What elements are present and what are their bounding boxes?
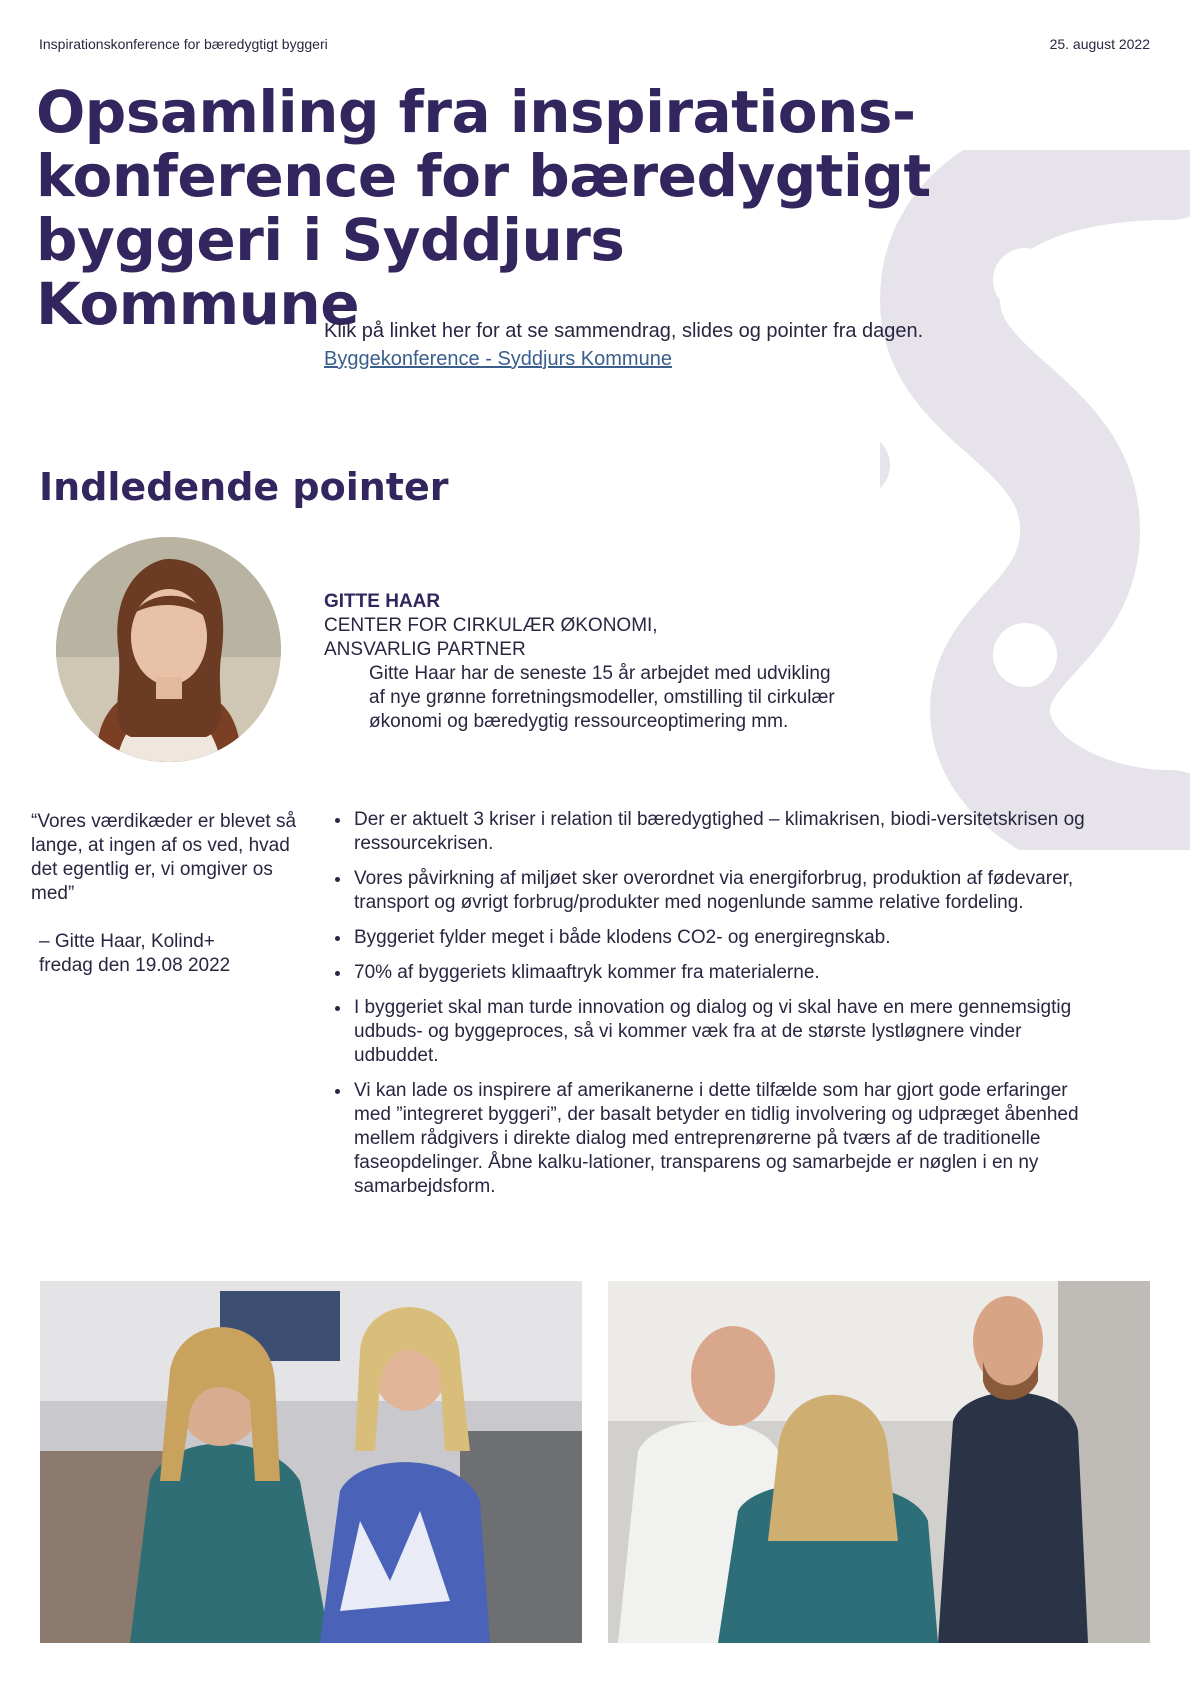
list-item: • Der er aktuelt 3 kriser i relation til bæredygtighed – klimakrisen, biodi-versitetskrisen og ressourcekrisen. bbox=[352, 808, 1092, 856]
speaker-role: ANSVARLIG PARTNER bbox=[324, 639, 526, 660]
header-date: 25. august 2022 bbox=[1049, 36, 1150, 52]
title-line-2: konference for bæredygtigt bbox=[36, 142, 931, 210]
page-title bbox=[36, 80, 936, 336]
conference-photo-1 bbox=[40, 1281, 582, 1643]
list-item: • Byggeriet fylder meget i både klodens CO2- og energiregnskab. bbox=[352, 926, 1092, 950]
list-item: • Vores påvirkning af miljøet sker overordnet via energiforbrug, produktion af fødevarer, transport og øvrigt forbrug/produkter med nogenlunde samme relative fordeling. bbox=[352, 867, 1092, 915]
intro-block bbox=[324, 317, 1024, 373]
header-conference-name: Inspirationskonference for bæredygtigt byggeri bbox=[39, 36, 328, 52]
speaker-bio: Gitte Haar har de seneste 15 år arbejdet med udvikling af nye grønne forretningsmodeller, omstilling til cirkulær økonomi og bæredygtig ressourceoptimering mm. bbox=[369, 663, 835, 732]
portrait-photo-icon bbox=[56, 537, 281, 762]
speaker-portrait bbox=[56, 537, 281, 762]
intro-text: Klik på linket her for at se sammendrag, slides og pointer fra dagen. bbox=[324, 320, 924, 342]
list-item: • I byggeriet skal man turde innovation og dialog og vi skal have en mere gennemsigtig udbuds- og byggeproces, så vi kommer væk fra at de største lystløgnere vinder udbuddet. bbox=[352, 996, 1092, 1068]
section-title: Indledende pointer bbox=[39, 465, 449, 509]
list-item: • 70% af byggeriets klimaaftryk kommer fra materialerne. bbox=[352, 961, 1092, 985]
quote-text: “Vores værdikæder er blevet så lange, at ingen af os ved, hvad det egentlig er, vi omgiver os med” bbox=[31, 811, 297, 904]
list-item: • Vi kan lade os inspirere af amerikanerne i dette tilfælde som har gjort gode erfaringer med ”integreret byggeri”, der basalt betyder en tidlig involvering og udpræget åbenhed mellem rådgivers i direkte dialog med entreprenørerne på tværs af de traditionelle faseopdelinger. Åbne kalku-lationer, transparens og samarbejde er nøglen i en ny samarbejdsform. bbox=[352, 1079, 1092, 1199]
conference-link[interactable]: Byggekonference - Syddjurs Kommune bbox=[324, 348, 672, 370]
key-points-list bbox=[322, 808, 1092, 1210]
speaker-name: GITTE HAAR bbox=[324, 591, 441, 612]
speaker-organization: CENTER FOR CIRKULÆR ØKONOMI, bbox=[324, 615, 658, 636]
photo-group-discussion-icon bbox=[608, 1281, 1150, 1643]
title-line-3: byggeri i Syddjurs Kommune bbox=[36, 206, 625, 338]
conference-photo-2 bbox=[608, 1281, 1150, 1643]
speaker-info bbox=[324, 590, 844, 734]
quote-date: fredag den 19.08 2022 bbox=[39, 955, 231, 976]
pull-quote bbox=[31, 810, 311, 978]
photo-women-talking-icon bbox=[40, 1281, 582, 1643]
title-line-1: Opsamling fra inspirations- bbox=[36, 78, 916, 146]
quote-attribution: – Gitte Haar, Kolind+ bbox=[39, 931, 215, 952]
